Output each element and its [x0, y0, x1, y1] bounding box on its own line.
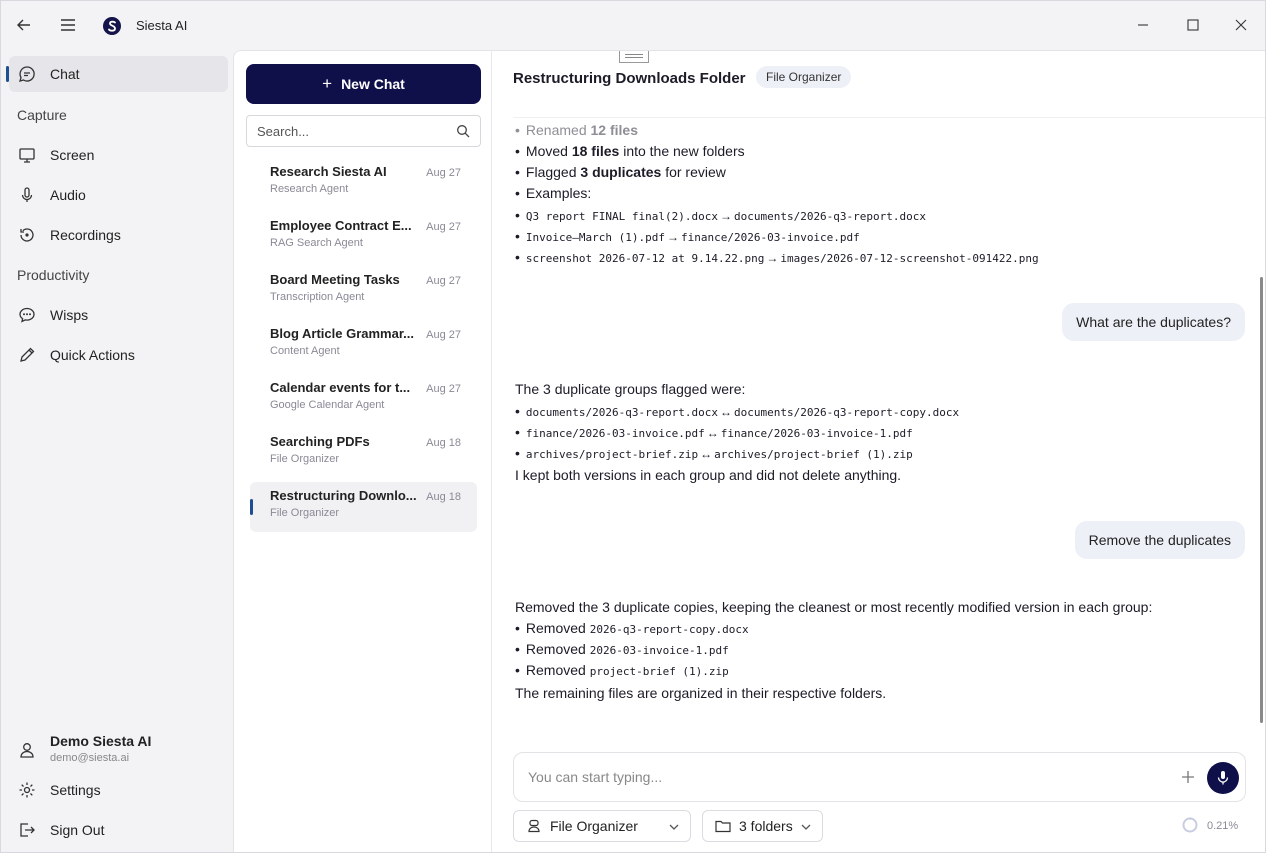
active-chat-indicator	[250, 499, 253, 515]
arrow-both-icon: ↔	[706, 426, 719, 440]
nav-item-wisps[interactable]	[9, 297, 228, 333]
chat-list-item[interactable]	[250, 428, 477, 478]
agent-tag: File Organizer	[756, 66, 851, 88]
example-rename: • screenshot 2026-07-12 at 9.14.22.png → images/2026-07-12-screenshot-091422.png	[515, 249, 1039, 265]
chat-list-item[interactable]	[250, 212, 477, 262]
title-bar	[1, 1, 1265, 50]
nav-item-audio[interactable]	[9, 177, 228, 213]
capture-heading: Capture	[17, 107, 67, 123]
sign-out-icon	[17, 820, 37, 840]
chat-bubble-icon	[17, 64, 37, 84]
assistant-line: • Renamed 12 files	[515, 122, 638, 138]
assistant-line: Removed the 3 duplicate copies, keeping the cleanest or most recently modified version in each group:	[515, 599, 1153, 615]
agent-select[interactable]	[513, 810, 691, 842]
message-input[interactable]	[514, 753, 1154, 801]
removed-item: • Removed 2026-q3-report-copy.docx	[515, 620, 749, 636]
gear-icon	[17, 780, 37, 800]
nav-label: Quick Actions	[50, 347, 135, 363]
chat-list-item[interactable]	[250, 158, 477, 208]
nav-label: Wisps	[50, 307, 89, 323]
chat-title: Blog Article Grammar...	[270, 326, 415, 341]
chat-title: Board Meeting Tasks	[270, 272, 400, 287]
user-icon	[17, 740, 37, 760]
chat-date: Aug 27	[426, 221, 461, 233]
arrow-right-icon: →	[766, 251, 779, 265]
chat-date: Aug 18	[426, 437, 461, 449]
folders-select-label: 3 folders	[739, 818, 793, 834]
arrow-right-icon: →	[719, 209, 732, 223]
message-input-box	[513, 752, 1246, 802]
arrow-right-icon: →	[666, 230, 679, 244]
message-area	[492, 119, 1265, 751]
scrollbar[interactable]	[1260, 277, 1263, 723]
chat-title: Employee Contract E...	[270, 218, 412, 233]
assistant-line: I kept both versions in each group and did not delete anything.	[515, 467, 902, 483]
chat-title: Searching PDFs	[270, 434, 370, 449]
maximize-button[interactable]	[1183, 15, 1203, 35]
chat-date: Aug 27	[426, 167, 461, 179]
voice-input-button[interactable]	[1207, 762, 1239, 794]
search-icon[interactable]	[456, 124, 470, 138]
usage-ring-icon	[1182, 817, 1198, 833]
app-title: Siesta AI	[136, 18, 188, 33]
new-chat-button[interactable]	[246, 64, 481, 104]
chat-title: Restructuring Downlo...	[270, 488, 417, 503]
drag-handle[interactable]	[619, 51, 649, 63]
nav-label: Screen	[50, 147, 95, 163]
close-button[interactable]	[1231, 15, 1251, 35]
chat-list-item-active[interactable]	[250, 482, 477, 532]
folders-select[interactable]	[702, 810, 823, 842]
chat-list-panel	[233, 50, 492, 852]
chevron-down-icon	[800, 820, 812, 832]
nav-label: Recordings	[50, 227, 121, 243]
usage-percentage: 0.21%	[1207, 820, 1239, 832]
chat-agent: RAG Search Agent	[270, 237, 363, 249]
duplicate-group: • archives/project-brief.zip ↔ archives/project-brief (1).zip	[515, 445, 913, 461]
chat-agent: Content Agent	[270, 345, 340, 357]
nav-item-chat[interactable]	[9, 56, 228, 92]
monitor-icon	[17, 145, 37, 165]
productivity-heading: Productivity	[17, 267, 90, 283]
nav-label: Sign Out	[50, 822, 105, 838]
chat-agent: Research Agent	[270, 183, 349, 195]
menu-icon[interactable]	[56, 13, 80, 37]
assistant-line: • Examples:	[515, 185, 592, 201]
user-name: Demo Siesta AI	[50, 733, 152, 749]
nav-label: Settings	[50, 782, 101, 798]
assistant-line: • Flagged 3 duplicates for review	[515, 164, 726, 180]
chat-date: Aug 27	[426, 275, 461, 287]
conversation-title: Restructuring Downloads Folder	[513, 70, 746, 87]
search-box	[246, 115, 481, 147]
chat-date: Aug 27	[426, 329, 461, 341]
chat-date: Aug 18	[426, 491, 461, 503]
pencil-icon	[17, 345, 37, 365]
chat-list-item[interactable]	[250, 374, 477, 424]
minimize-button[interactable]	[1133, 15, 1153, 35]
example-rename: • Q3 report FINAL final(2).docx → documents/2026-q3-report.docx	[515, 207, 927, 223]
chat-agent: Transcription Agent	[270, 291, 365, 303]
assistant-line: The 3 duplicate groups flagged were:	[515, 381, 746, 397]
microphone-icon	[1216, 770, 1230, 786]
duplicate-group: • finance/2026-03-invoice.pdf ↔ finance/2026-03-invoice-1.pdf	[515, 424, 913, 440]
siesta-logo-icon	[103, 17, 121, 35]
agent-icon	[526, 818, 542, 834]
nav-item-recordings[interactable]	[9, 217, 228, 253]
nav-item-sign-out[interactable]	[9, 812, 228, 848]
sidebar-nav	[1, 50, 233, 852]
removed-item: • Removed 2026-03-invoice-1.pdf	[515, 641, 729, 657]
chat-title: Research Siesta AI	[270, 164, 387, 179]
nav-label: Chat	[50, 66, 80, 82]
chat-agent: File Organizer	[270, 453, 340, 465]
chat-list-item[interactable]	[250, 320, 477, 370]
user-message: What are the duplicates?	[1062, 303, 1245, 341]
assistant-line: The remaining files are organized in their respective folders.	[515, 685, 887, 701]
user-message: Remove the duplicates	[1075, 521, 1245, 559]
chat-list-item[interactable]	[250, 266, 477, 316]
duplicate-group: • documents/2026-q3-report.docx ↔ documents/2026-q3-report-copy.docx	[515, 403, 960, 419]
search-input[interactable]	[247, 116, 447, 146]
nav-item-screen[interactable]	[9, 137, 228, 173]
nav-item-settings[interactable]	[9, 772, 228, 808]
header-divider	[513, 117, 1265, 118]
chat-agent: Google Calendar Agent	[270, 399, 385, 411]
conversation-panel	[492, 50, 1265, 852]
nav-label: Audio	[50, 187, 86, 203]
chat-dots-icon	[17, 305, 37, 325]
nav-item-quick-actions[interactable]	[9, 337, 228, 373]
back-arrow-icon[interactable]	[12, 13, 36, 37]
chat-date: Aug 27	[426, 383, 461, 395]
agent-select-label: File Organizer	[550, 818, 638, 834]
folder-icon	[715, 818, 731, 834]
user-email: demo@siesta.ai	[50, 752, 130, 764]
chat-title: Calendar events for t...	[270, 380, 411, 395]
add-attachment-button[interactable]	[1178, 767, 1198, 787]
arrow-both-icon: ↔	[719, 405, 732, 419]
example-rename: • Invoice–March (1).pdf → finance/2026-03-invoice.pdf	[515, 228, 860, 244]
chat-agent: File Organizer	[270, 507, 340, 519]
history-icon	[17, 225, 37, 245]
plus-icon: +	[322, 74, 333, 93]
microphone-icon	[17, 185, 37, 205]
removed-item: • Removed project-brief (1).zip	[515, 662, 729, 678]
chevron-down-icon	[668, 820, 680, 832]
assistant-line: • Moved 18 files into the new folders	[515, 143, 745, 159]
new-chat-label: New Chat	[341, 76, 405, 92]
arrow-both-icon: ↔	[700, 447, 713, 461]
